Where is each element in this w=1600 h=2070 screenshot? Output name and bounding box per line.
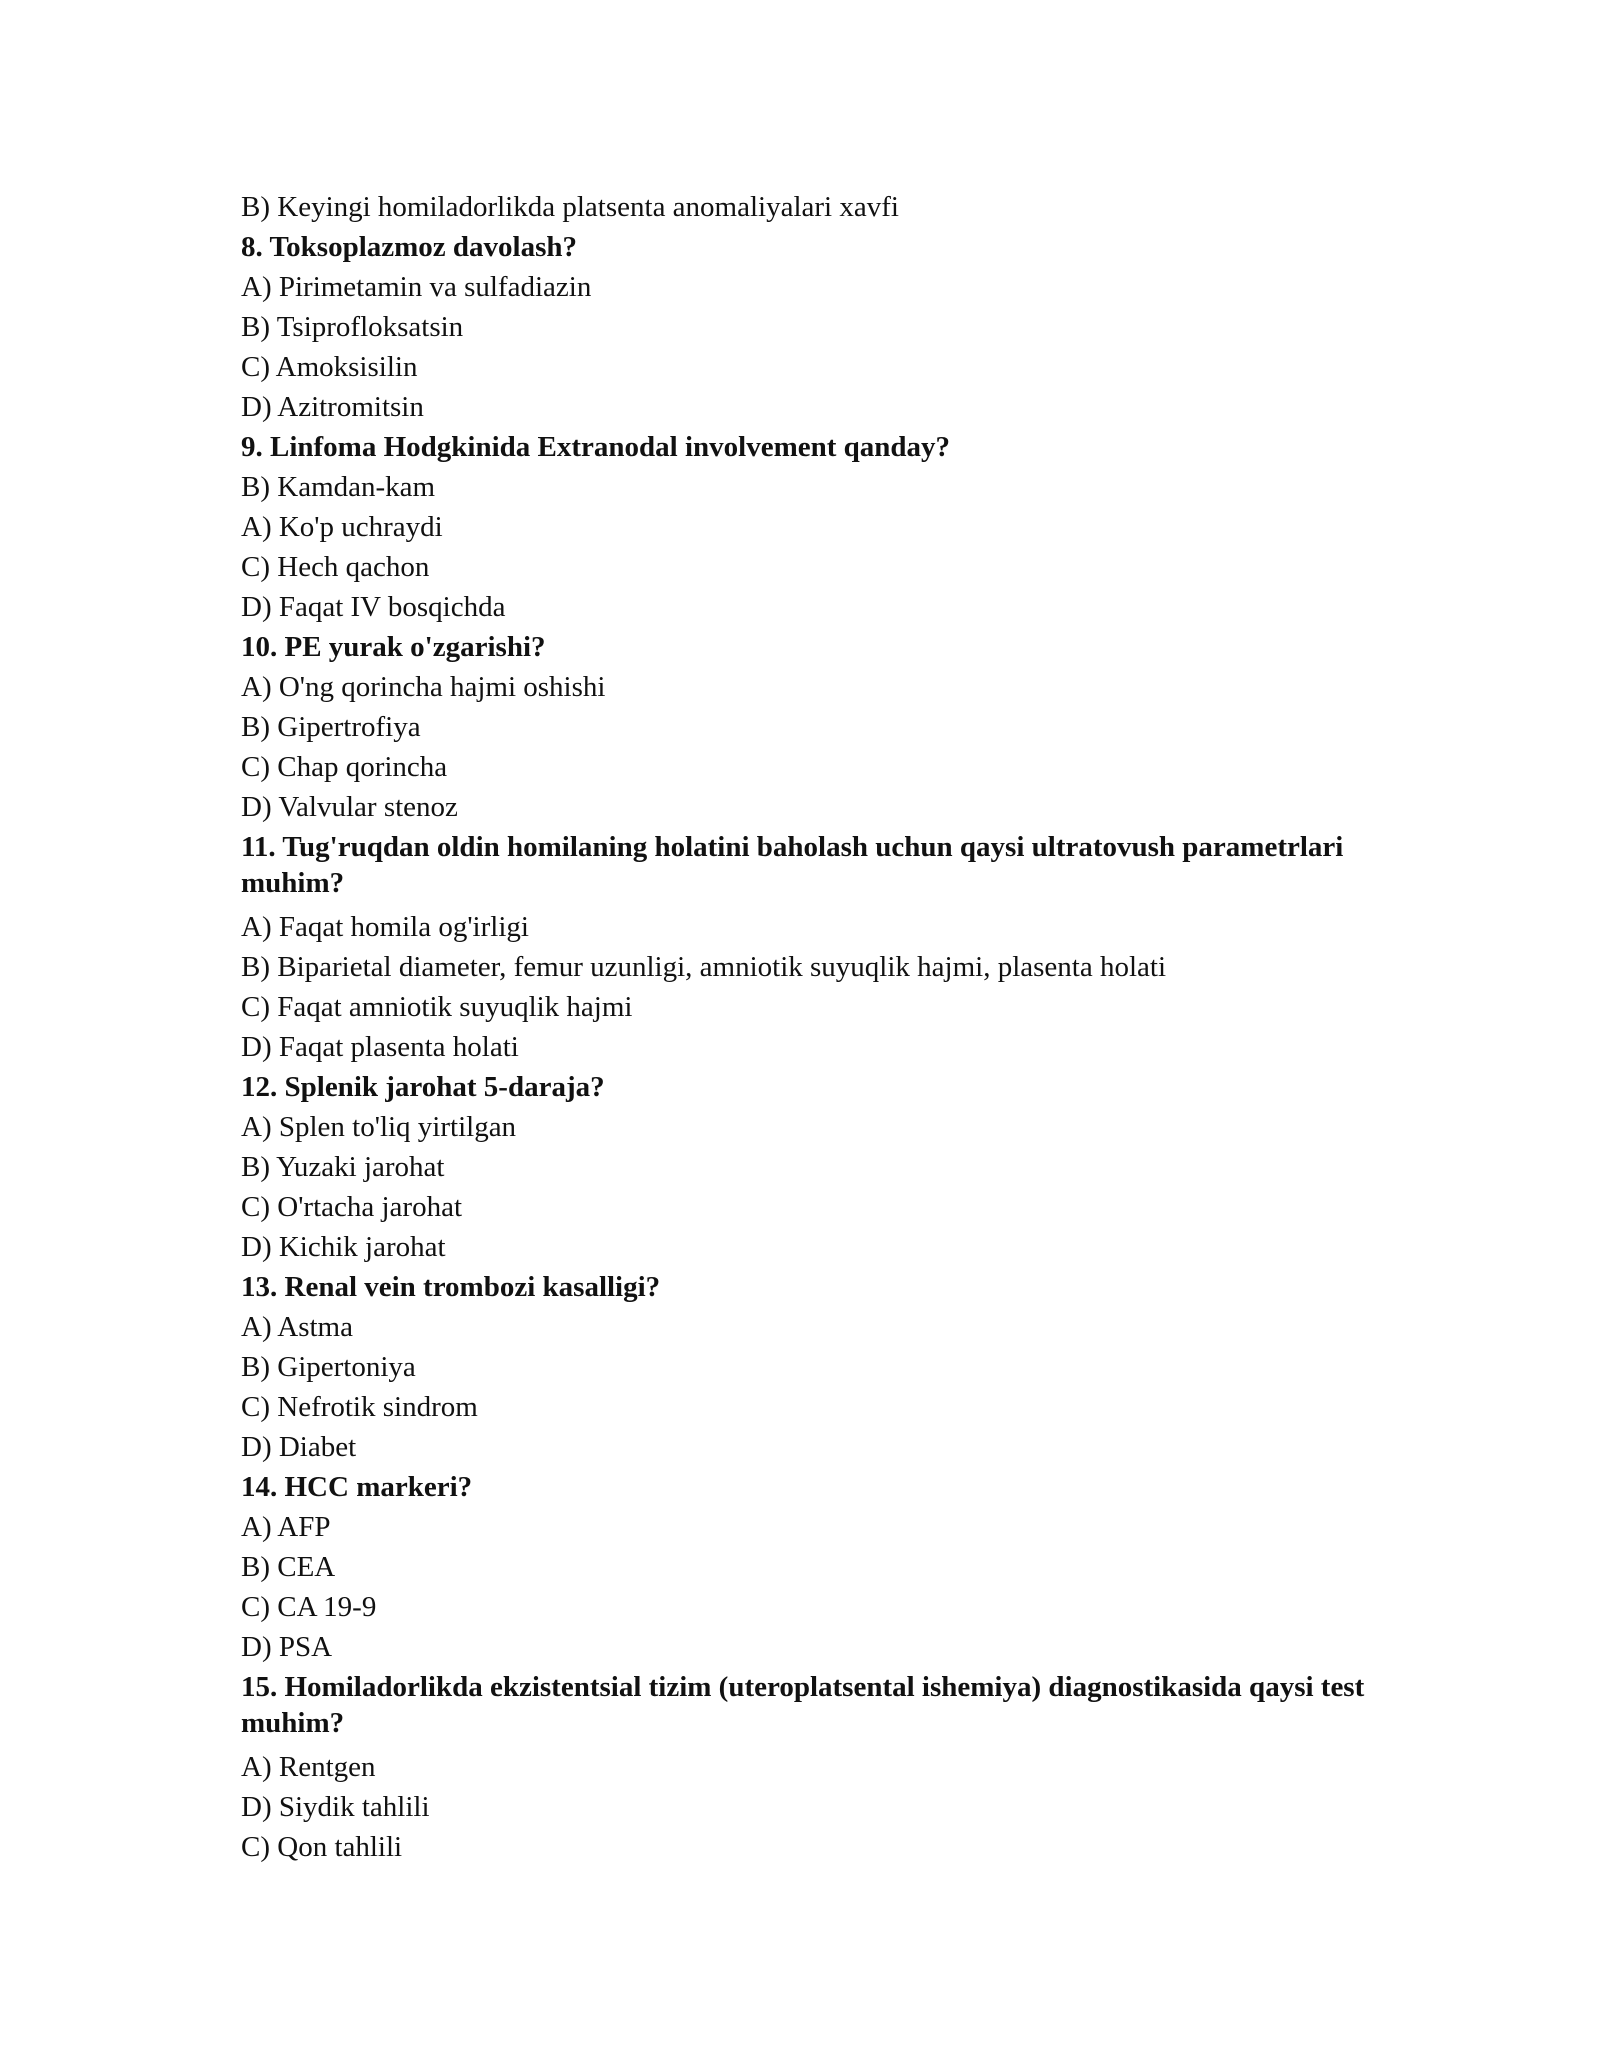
answer-option: C) Amoksisilin [241,351,418,383]
answer-option: B) Keyingi homiladorlikda platsenta anomaliyalari xavfi [241,191,899,223]
answer-option: B) Kamdan-kam [241,471,436,503]
quiz-content [241,187,1421,1867]
answer-option: B) Yuzaki jarohat [241,1151,445,1183]
answer-option: B) Gipertoniya [241,1351,416,1383]
answer-option: C) Qon tahlili [241,1831,403,1863]
answer-option: A) Ko'p uchraydi [241,511,443,543]
answer-option: C) Nefrotik sindrom [241,1391,478,1423]
answer-option: C) Chap qorincha [241,751,448,783]
answer-option: D) Faqat IV bosqichda [241,591,506,623]
question-heading: 11. Tug'ruqdan oldin homilaning holatini baholash uchun qaysi ultratovush parametrlari muhim? [241,831,1344,899]
question-heading: 8. Toksoplazmoz davolash? [241,231,578,263]
answer-option: A) AFP [241,1511,331,1543]
answer-option: A) Astma [241,1311,353,1343]
answer-option: D) Azitromitsin [241,391,424,423]
question-heading: 13. Renal vein trombozi kasalligi? [241,1271,661,1303]
answer-option: A) Pirimetamin va sulfadiazin [241,271,592,303]
question-heading: 10. PE yurak o'zgarishi? [241,631,546,663]
answer-option: A) O'ng qorincha hajmi oshishi [241,671,606,703]
answer-option: C) CA 19-9 [241,1591,377,1623]
answer-option: D) Faqat plasenta holati [241,1031,519,1063]
answer-option: D) Siydik tahlili [241,1791,430,1823]
question-heading: 14. HCC markeri? [241,1471,473,1503]
question-heading: 12. Splenik jarohat 5-daraja? [241,1071,605,1103]
answer-option: B) Tsiprofloksatsin [241,311,464,343]
answer-option: B) Gipertrofiya [241,711,421,743]
answer-option: D) Valvular stenoz [241,791,458,823]
question-heading: 15. Homiladorlikda ekzistentsial tizim (uteroplatsental ishemiya) diagnostikasida qaysi test muhim? [241,1671,1365,1739]
answer-option: D) PSA [241,1631,333,1663]
question-heading: 9. Linfoma Hodgkinida Extranodal involvement qanday? [241,431,951,463]
answer-option: B) Biparietal diameter, femur uzunligi, amniotik suyuqlik hajmi, plasenta holati [241,951,1167,983]
answer-option: B) CEA [241,1551,336,1583]
answer-option: A) Faqat homila og'irligi [241,911,529,943]
answer-option: C) Hech qachon [241,551,430,583]
answer-option: D) Kichik jarohat [241,1231,446,1263]
answer-option: D) Diabet [241,1431,357,1463]
answer-option: C) Faqat amniotik suyuqlik hajmi [241,991,633,1023]
answer-option: A) Rentgen [241,1751,376,1783]
answer-option: A) Splen to'liq yirtilgan [241,1111,517,1143]
answer-option: C) O'rtacha jarohat [241,1191,463,1223]
